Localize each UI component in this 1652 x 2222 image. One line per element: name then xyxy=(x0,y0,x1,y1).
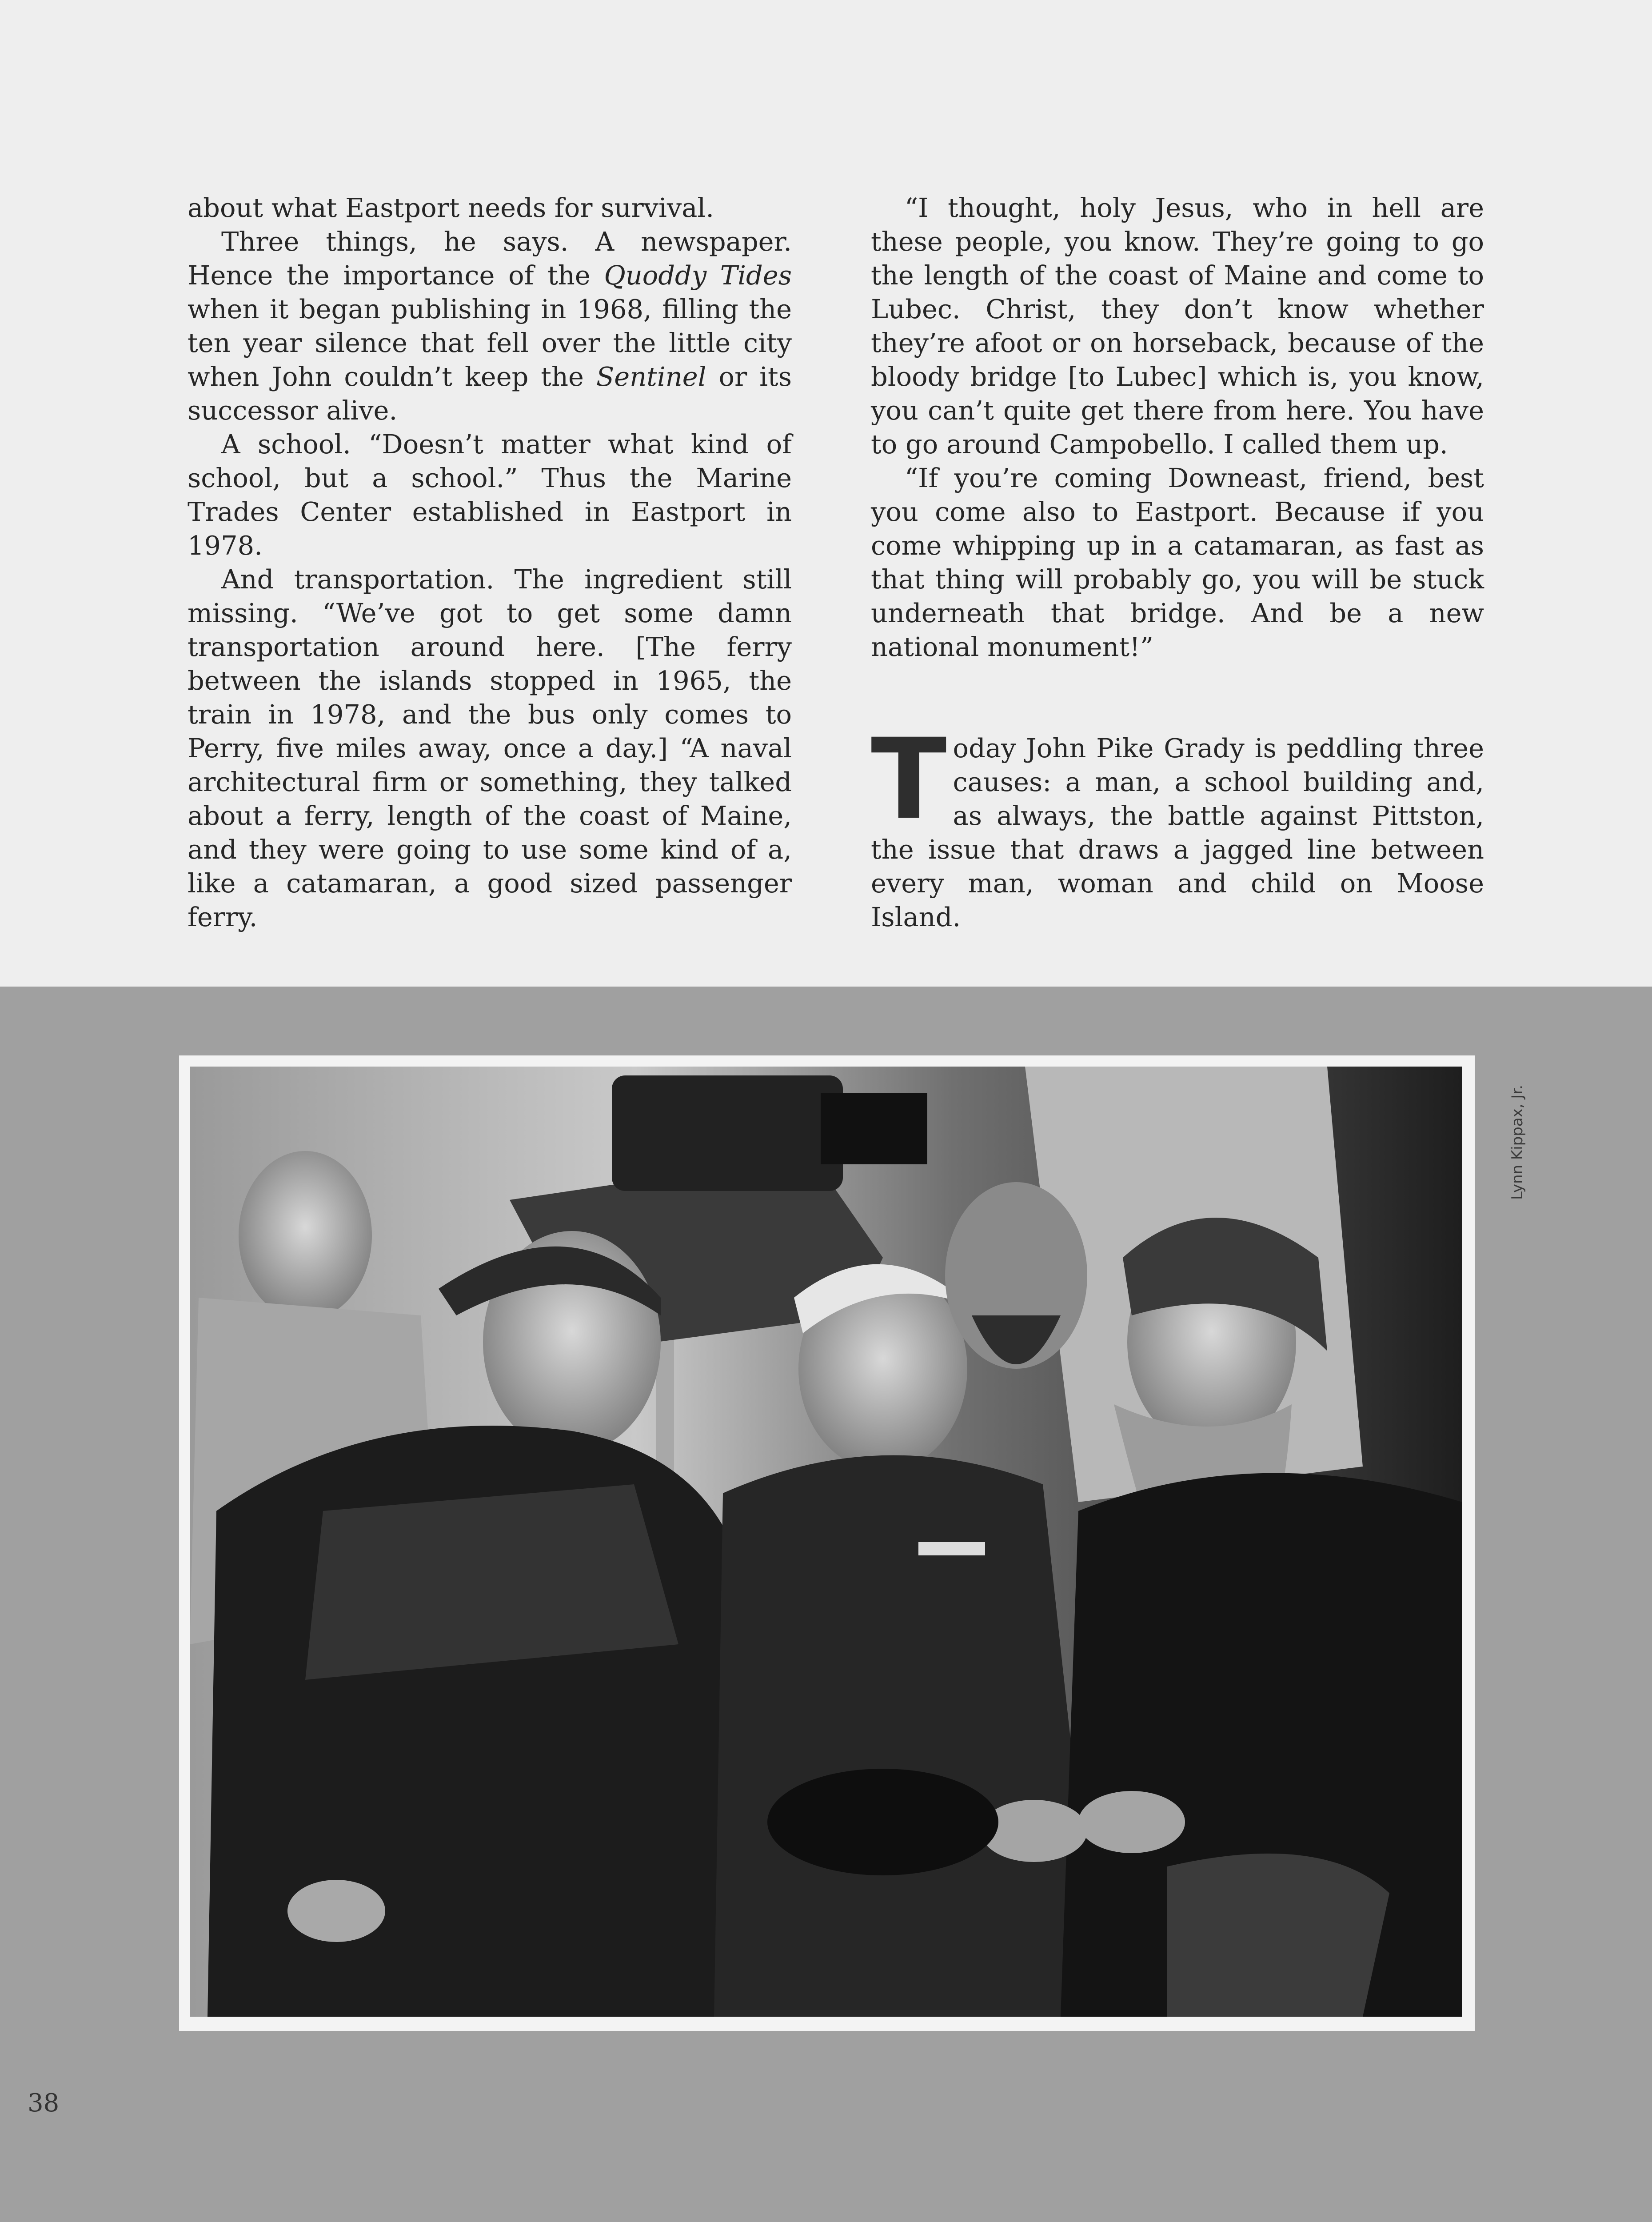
paragraph: about what Eastport needs for survival. xyxy=(188,192,714,223)
paragraph: “I thought, holy Jesus, who in hell are these people, you know. They’re going to go the length of the coast of Maine and come to Lubec. Christ, they don’t know whether they’re afoot or on horseback, because of the bloody bridge [to Lubec] which is, you know, you can’t quite get there from here. You have to go around Campobello. I called them up. xyxy=(871,192,1484,460)
drop-cap: T xyxy=(871,715,947,844)
paragraph: And transportation. The ingredient still missing. “We’ve got to get some damn transportation around here. [The ferry between the islands stopped in 1965, the train in 1978, and the bus only comes to Perry, five miles away, once a day.] “A naval architectural firm or something, they talked about a ferry, length of the coast of Maine, and they were going to use some kind of a, like a catamaran, a good sized passenger ferry. xyxy=(188,564,792,932)
paragraph: Three things, he says. A newspaper. Hence the importance of the Quoddy Tides when it began publishing in 1968, filling the ten year silence that fell over the little city when John couldn’t keep the Sentinel or its successor alive. xyxy=(188,226,792,426)
italic-title: Quoddy Tides xyxy=(604,260,792,291)
dropcap-paragraph xyxy=(871,715,1484,934)
page-number: 38 xyxy=(28,2089,60,2118)
right-text-column xyxy=(871,191,1484,934)
photo-credit: Lynn Kippax, Jr. xyxy=(1508,1084,1526,1200)
photo-four-men-seated xyxy=(190,1067,1462,2017)
left-text-column xyxy=(188,191,792,934)
italic-title: Sentinel xyxy=(596,361,706,392)
paragraph: oday John Pike Grady is peddling three causes: a man, a school building and, as always, the battle against Pittston, the issue that draws a jagged line between every man, woman and child on Moose Island. xyxy=(871,733,1484,932)
photo-frame xyxy=(179,1055,1475,2031)
paragraph: “If you’re coming Downeast, friend, best you come also to Eastport. Because if you come whipping up in a catamaran, as fast as that thing will probably go, you will be stuck underneath that bridge. And be a new national monument!” xyxy=(871,463,1484,662)
paragraph: A school. “Doesn’t matter what kind of school, but a school.” Thus the Marine Trades Center established in Eastport in 1978. xyxy=(188,429,792,561)
photo-illustration xyxy=(190,1067,1462,2017)
